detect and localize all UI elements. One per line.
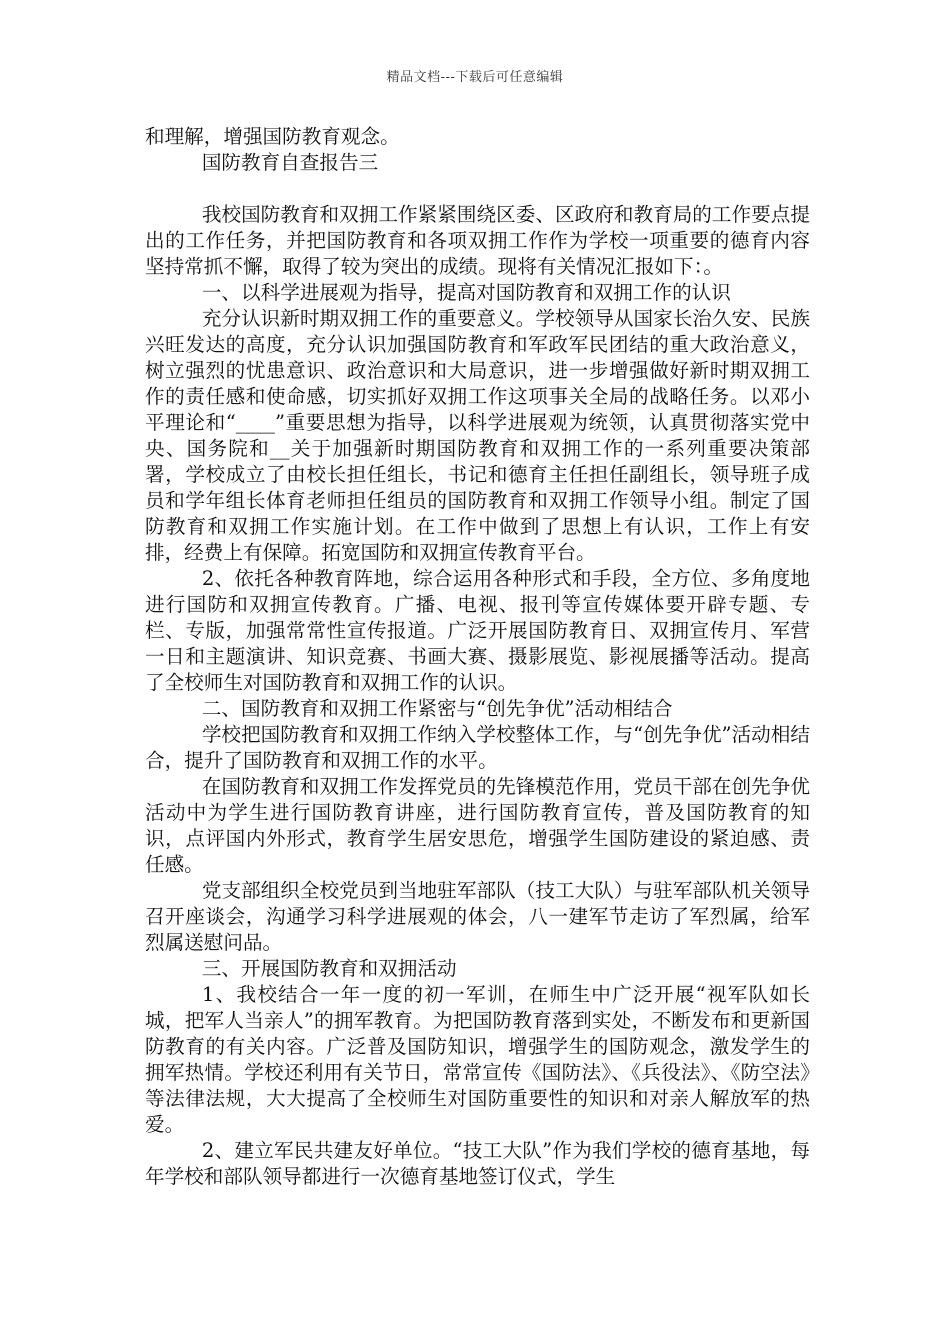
page-header: 精品文档---下载后可任意编辑 xyxy=(386,70,564,85)
paragraph-section-2-body: 学校把国防教育和双拥工作纳入学校整体工作，与“创先争优”活动相结合，提升了国防教育和双拥工作的水平。 xyxy=(145,723,810,772)
paragraph-intro: 我校国防教育和双拥工作紧紧围绕区委、区政府和教育局的工作要点提出的工作任务，并把国防教育和各项双拥工作作为学校一项重要的德育内容坚持常抓不懈，取得了较为突出的成绩。现将有关情况汇报如下：。 xyxy=(145,203,810,278)
paragraph-section-2-party-branch: 党支部组织全校党员到当地驻军部队（技工大队）与驻军部队机关领导召开座谈会，沟通学习科学进展观的体会，八一建军节走访了军烈属，给军烈属送慰问品。 xyxy=(145,879,810,954)
paragraph-section-3-item-1: 1、我校结合一年一度的初一军训，在师生中广泛开展“视军队如长城，把军人当亲人”的拥军教育。为把国防教育落到实处，不断发布和更新国防教育的有关内容。广泛普及国防知识，增强学生的国防观念，激发学生的拥军热情。学校还利用有关节日，常常宣传《国防法》、《兵役法》、《防空法》等法律法规，大大提高了全校师生对国防重要性的知识和对亲人解放军的热爱。 xyxy=(145,983,810,1136)
blank-line xyxy=(145,176,810,202)
paragraph-section-1-item-2: 2、依托各种教育阵地，综合运用各种形式和手段，全方位、多角度地进行国防和双拥宣传教育。广播、电视、报刊等宣传媒体要开辟专题、专栏、专版，加强常常性宣传报道。广泛开展国防教育日、双拥宣传月、军营一日和主题演讲、知识竞赛、书画大赛、摄影展览、影视展播等活动。提高了全校师生对国防教育和双拥工作的认识。 xyxy=(145,567,810,694)
section-heading-1: 一、以科学进展观为指导，提高对国防教育和双拥工作的认识 xyxy=(201,281,731,304)
paragraph-section-2-party-members: 在国防教育和双拥工作发挥党员的先锋模范作用，党员干部在创先争优活动中为学生进行国防教育讲座，进行国防教育宣传，普及国防教育的知识，点评国内外形式，教育学生居安思危，增强学生国防建设的紧迫感、责任感。 xyxy=(145,775,810,876)
document-body xyxy=(145,124,810,1190)
section-heading-3: 三、开展国防教育和双拥活动 xyxy=(201,957,457,980)
section-heading-2: 二、国防教育和双拥工作紧密与“创先争优”活动相结合 xyxy=(201,697,673,720)
paragraph-section-3-item-2: 2、建立军民共建友好单位。“技工大队”作为我们学校的德育基地，每年学校和部队领导都进行一次德育基地签订仪式，学生 xyxy=(145,1139,810,1188)
paragraph-section-1-body: 充分认识新时期双拥工作的重要意义。学校领导从国家长治久安、民族兴旺发达的高度，充分认识加强国防教育和军政军民团结的重大政治意义，树立强烈的忧患意识、政治意识和大局意识，进一步增强做好新时期双拥工作的责任感和使命感，切实抓好双拥工作这项事关全局的战略任务。以邓小平理论和“____”重要思想为指导，以科学进展观为统领，认真贯彻落实党中央、国务院和__关于加强新时期国防教育和双拥工作的一系列重要决策部署，学校成立了由校长担任组长，书记和德育主任担任副组长，领导班子成员和学年组长体育老师担任组员的国防教育和双拥工作领导小组。制定了国防教育和双拥工作实施计划。在工作中做到了思想上有认识，工作上有安排，经费上有保障。拓宽国防和双拥宣传教育平台。 xyxy=(145,307,810,564)
report-title: 国防教育自查报告三 xyxy=(201,151,379,174)
paragraph-continuation: 和理解，增强国防教育观念。 xyxy=(145,125,400,148)
